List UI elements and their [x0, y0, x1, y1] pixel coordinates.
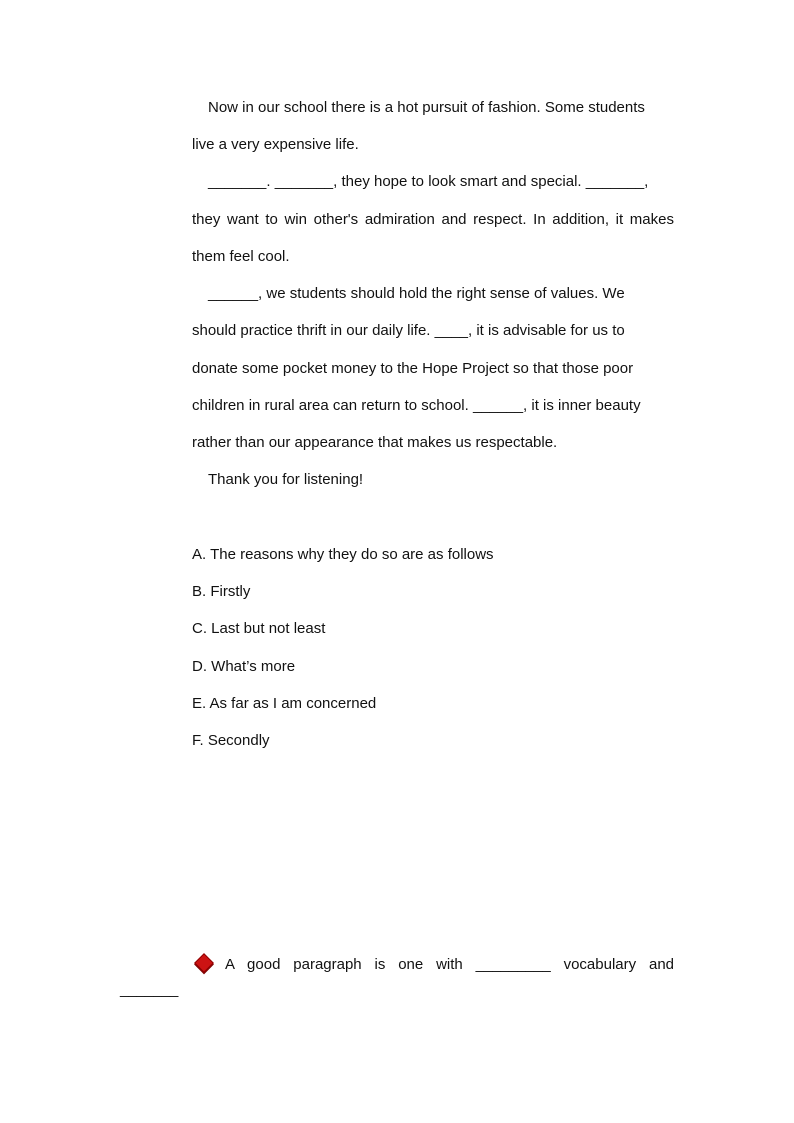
- option-f: F. Secondly: [192, 732, 270, 749]
- passage-paragraph-2-line-1: _______. _______, they hope to look smart and special. _______,: [208, 173, 649, 190]
- option-d: D. What’s more: [192, 658, 296, 675]
- passage-paragraph-2-line-2: they want to win other's admiration and respect. In addition, it makes: [192, 211, 674, 228]
- option-c: C. Last but not least: [192, 620, 326, 637]
- option-b: B. Firstly: [192, 583, 251, 600]
- footer-question-line-1: A good paragraph is one with _________ vocabulary and: [225, 956, 674, 973]
- passage-paragraph-3-line-1: ______, we students should hold the right sense of values. We: [208, 285, 625, 302]
- passage-paragraph-3-line-4: children in rural area can return to school. ______, it is inner beauty: [192, 397, 641, 414]
- red-diamond-icon: [194, 953, 214, 973]
- passage-paragraph-3-line-2: should practice thrift in our daily life. ____, it is advisable for us to: [192, 322, 625, 339]
- option-e: E. As far as I am concerned: [192, 695, 377, 712]
- passage-paragraph-3-line-3: donate some pocket money to the Hope Project so that those poor: [192, 360, 634, 377]
- passage-paragraph-1-line-1: Now in our school there is a hot pursuit of fashion. Some students: [208, 99, 645, 116]
- passage-paragraph-2-line-3: them feel cool.: [192, 248, 290, 265]
- passage-closing: Thank you for listening!: [208, 471, 364, 488]
- option-a: A. The reasons why they do so are as follows: [192, 546, 494, 563]
- passage-paragraph-1-line-2: live a very expensive life.: [192, 136, 359, 153]
- passage-paragraph-3-line-5: rather than our appearance that makes us respectable.: [192, 434, 558, 451]
- footer-question-line-2: _______: [120, 981, 179, 998]
